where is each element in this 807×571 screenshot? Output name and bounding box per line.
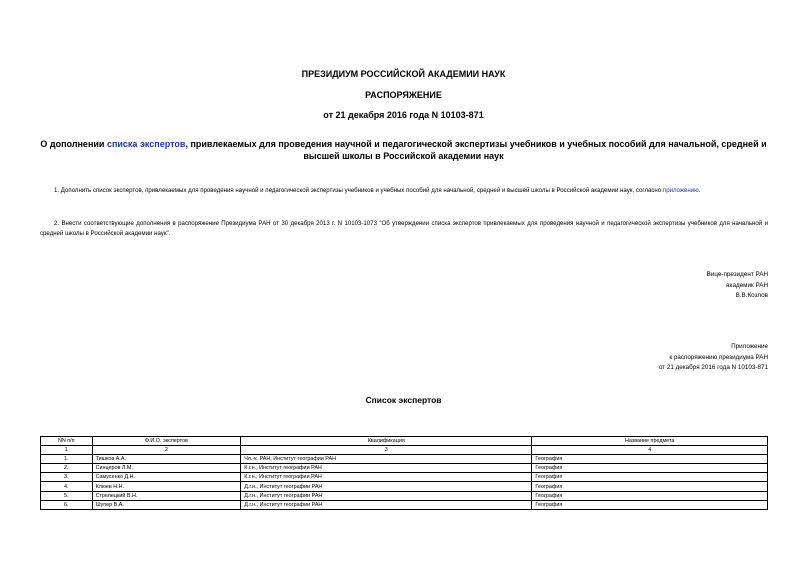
subject-text-end: , привлекаемых для проведения научной и педагогической экспертизы учебников и учебных пособий для начальной, средней и высшей школы в Российской академии наук	[185, 139, 767, 161]
header-number: NN п/п	[41, 437, 93, 446]
row-number: 5.	[41, 491, 93, 500]
signature-position: Вице-президент РАН	[706, 271, 768, 278]
appendix-link[interactable]: приложению	[662, 187, 699, 194]
table-row	[41, 455, 768, 464]
col-num-1: 1	[41, 446, 93, 455]
expert-name: Самусенко Д.Н.	[92, 473, 241, 482]
appendix-date: от 21 декабря 2016 года N 10103-871	[658, 364, 768, 371]
row-number: 2.	[41, 464, 93, 473]
paragraph-1-end: .	[698, 187, 701, 194]
paragraph-2: 2. Внести соответствующие дополнения в распоряжение Президиума РАН от 30 декабря 2013 г. N 10103-1073 "Об утверждении списка экспертов привлекаемых для проведения научной и педагогической экспертизы учебников для начальной и средней школы в Российской академии наук".	[40, 220, 768, 237]
table-row	[41, 500, 768, 509]
column-numbers-row	[41, 446, 768, 455]
appendix-label: Приложение	[731, 343, 768, 350]
col-num-3: 3	[241, 446, 532, 455]
expert-name: Стрелецкий В.Н.	[92, 491, 241, 500]
expert-name: Тишков А.А.	[92, 455, 241, 464]
paragraph-1-text: 1. Дополнить список экспертов, привлекаемых для проведения научной и педагогической экспертизы учебников и учебных пособий для начальной, средней и высшей школы в Российской академии наук, согласно	[54, 187, 663, 194]
expert-name: Клюев Н.Н.	[92, 482, 241, 491]
appendix-ref: к распоряжению президиума РАН	[669, 353, 768, 361]
signature-name: В.В.Козлов	[735, 292, 768, 299]
table-row	[41, 482, 768, 491]
expert-qualification: К.г.н., Институт географии РАН	[241, 464, 532, 473]
expert-subject: География	[532, 464, 768, 473]
row-number: 6.	[41, 500, 93, 509]
experts-table	[40, 436, 768, 510]
expert-name: Шупер В.А.	[92, 500, 241, 509]
signature-block	[707, 270, 768, 302]
header-name: Ф.И.О. экспертов	[92, 437, 241, 446]
paragraph-1	[40, 186, 768, 196]
expert-qualification: Д.г.н., Институт географии РАН	[241, 491, 532, 500]
doc-type: РАСПОРЯЖЕНИЕ	[365, 90, 442, 100]
expert-subject: География	[532, 473, 768, 482]
row-number: 4.	[41, 482, 93, 491]
expert-qualification: Чл.-к. РАН, Институт географии РАН	[241, 455, 532, 464]
table-row	[41, 464, 768, 473]
col-num-4: 4	[532, 446, 768, 455]
row-number: 1.	[41, 455, 93, 464]
table-row	[41, 491, 768, 500]
expert-qualification: Д.г.н., Институт географии РАН	[241, 500, 532, 509]
row-number: 3.	[41, 473, 93, 482]
expert-name: Синцеров Л.М.	[92, 464, 241, 473]
list-title: Список экспертов	[365, 395, 442, 405]
expert-subject: География	[532, 482, 768, 491]
header-qualification: Квалификация	[241, 437, 532, 446]
expert-subject: География	[532, 491, 768, 500]
expert-qualification: К.г.н., Институт географии РАН	[241, 473, 532, 482]
doc-date-number: от 21 декабря 2016 года N 10103-871	[323, 110, 484, 120]
expert-qualification: Д.г.н., Институт географии РАН	[241, 482, 532, 491]
signature-title: академик РАН	[726, 281, 768, 289]
appendix-block	[659, 342, 768, 374]
doc-subject	[40, 138, 767, 162]
table-row	[41, 473, 768, 482]
header-subject: Название предмета	[532, 437, 768, 446]
table-header-row	[41, 437, 768, 446]
expert-subject: География	[532, 455, 768, 464]
expert-list-link[interactable]: списка экспертов	[106, 139, 186, 149]
org-title: ПРЕЗИДИУМ РОССИЙСКОЙ АКАДЕМИИ НАУК	[301, 69, 506, 79]
expert-subject: География	[532, 500, 768, 509]
col-num-2: 2	[92, 446, 241, 455]
subject-text-start: О дополнении	[40, 139, 107, 149]
